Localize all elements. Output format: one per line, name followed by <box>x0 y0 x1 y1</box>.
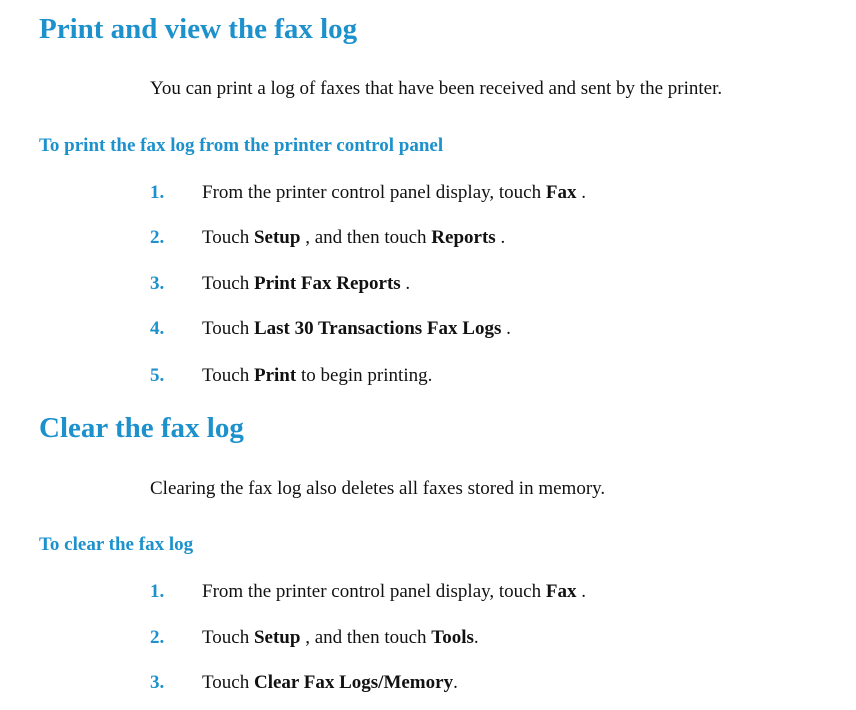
step-item <box>150 364 850 388</box>
step-text-fragment: to begin printing. <box>296 365 433 386</box>
ui-label: Print <box>253 365 297 386</box>
step-text <box>202 272 410 296</box>
section-1-title: Print and view the fax log <box>39 13 358 45</box>
step-number: 1. <box>150 182 165 203</box>
step-item <box>150 671 850 695</box>
step-item <box>150 181 850 205</box>
step-text-fragment: Touch <box>202 227 254 248</box>
step-text-fragment: , and then touch <box>300 627 432 648</box>
step-text <box>202 317 511 341</box>
ui-label: Last 30 Transactions Fax Logs <box>253 318 502 339</box>
step-text-fragment: . <box>501 318 511 339</box>
step-text-fragment: From the printer control panel display, touch <box>202 581 546 602</box>
step-text-fragment: . <box>453 672 458 693</box>
step-text-fragment: Touch <box>202 273 254 294</box>
step-text <box>202 580 586 604</box>
step-text-fragment: . <box>576 581 586 602</box>
step-text <box>202 364 432 388</box>
step-number: 4. <box>150 318 165 339</box>
step-text-fragment: From the printer control panel display, touch <box>202 182 546 203</box>
step-item <box>150 226 850 250</box>
step-number: 3. <box>150 672 165 693</box>
step-number: 5. <box>150 365 165 386</box>
section-1-intro: You can print a log of faxes that have been received and sent by the printer. <box>150 78 723 99</box>
step-text-fragment: Touch <box>202 627 254 648</box>
section-1-subtitle: To print the fax log from the printer control panel <box>39 135 444 156</box>
ui-label: Reports <box>431 227 496 248</box>
step-text <box>202 626 479 650</box>
section-2-subtitle: To clear the fax log <box>39 534 194 555</box>
ui-label: Clear Fax Logs/Memory <box>253 672 454 693</box>
step-text-fragment: . <box>495 227 506 248</box>
ui-label: Fax <box>545 182 577 203</box>
step-number: 3. <box>150 273 165 294</box>
step-text-fragment: Touch <box>202 365 254 386</box>
step-item <box>150 317 850 341</box>
section-2-intro: Clearing the fax log also deletes all faxes stored in memory. <box>150 478 606 499</box>
ui-label: Print Fax Reports <box>253 273 401 294</box>
step-number: 2. <box>150 627 165 648</box>
section-2-title: Clear the fax log <box>39 412 244 444</box>
step-number: 2. <box>150 227 165 248</box>
step-text <box>202 181 586 205</box>
step-text <box>202 671 458 695</box>
ui-label: Fax <box>545 581 577 602</box>
step-text-fragment: Touch <box>202 318 254 339</box>
step-item <box>150 626 850 650</box>
step-item <box>150 580 850 604</box>
ui-label: Setup <box>253 227 301 248</box>
step-text-fragment: , and then touch <box>300 227 432 248</box>
step-text-fragment: . <box>473 627 479 648</box>
ui-label: Tools <box>431 627 474 648</box>
step-text-fragment: Touch <box>202 672 254 693</box>
step-text-fragment: . <box>400 273 411 294</box>
step-text-fragment: . <box>576 182 586 203</box>
step-number: 1. <box>150 581 165 602</box>
step-item <box>150 272 850 296</box>
ui-label: Setup <box>253 627 301 648</box>
step-text <box>202 226 505 250</box>
